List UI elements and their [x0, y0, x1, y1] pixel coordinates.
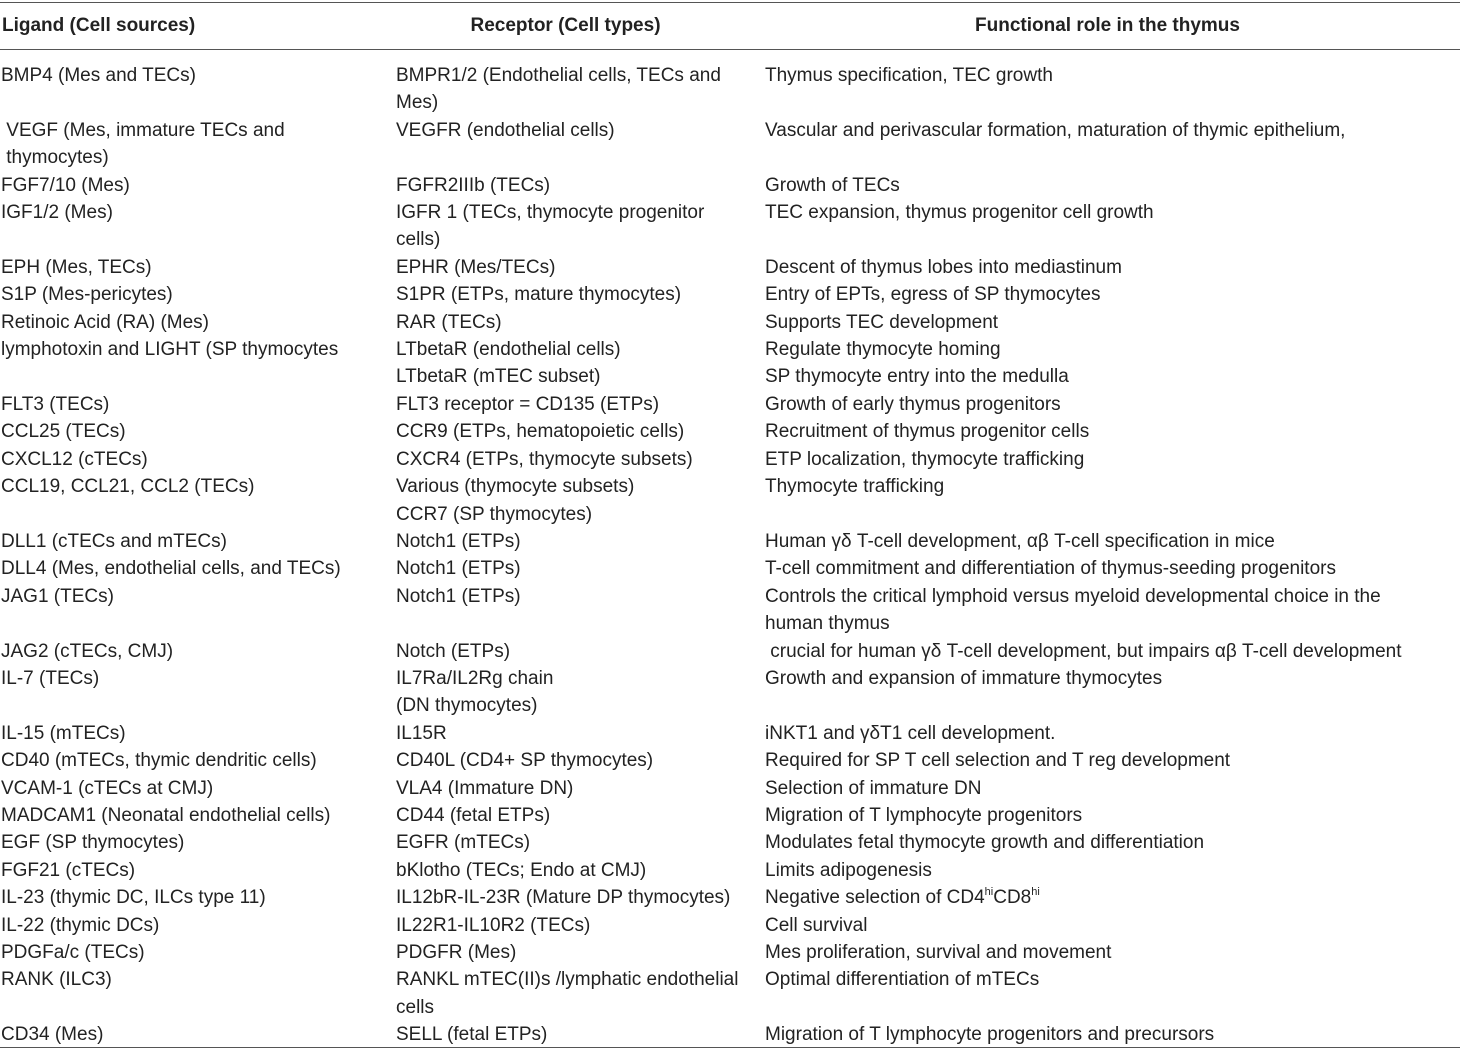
functional-role-cell: Migration of T lymphocyte progenitors [765, 804, 1083, 826]
ligand-cell: BMP4 (Mes and TECs) [1, 65, 196, 86]
ligand-cell: FGF21 (cTECs) [1, 859, 136, 881]
header-ligand: Ligand (Cell sources) [2, 15, 196, 37]
receptor-cell: EPHR (Mes/TECs) [396, 256, 556, 278]
table-row [0, 172, 1460, 199]
ligand-cell: CCL25 (TECs) [1, 421, 126, 443]
functional-role-cell [765, 884, 1460, 911]
receptor-cell: S1PR (ETPs, mature thymocytes) [396, 284, 682, 306]
receptor-cell: IL22R1-IL10R2 (TECs) [396, 914, 591, 936]
receptor-cell: PDGFR (Mes) [396, 942, 517, 963]
table-row [0, 829, 1460, 856]
ligand-cell: DLL4 (Mes, endothelial cells, and TECs) [1, 558, 341, 580]
table-row [0, 117, 1460, 172]
functional-role-cell: ETP localization, thymocyte trafficking [765, 448, 1085, 470]
functional-role-cell: Migration of T lymphocyte progenitors and precursors [765, 1024, 1215, 1046]
table-row [0, 52, 1460, 117]
ligand-cell: IL-7 (TECs) [1, 667, 100, 689]
table-row [0, 884, 1460, 911]
ligand-cell: IL-23 (thymic DC, ILCs type 11) [1, 887, 266, 909]
receptor-cell: FLT3 receptor = CD135 (ETPs) [396, 393, 660, 415]
functional-role-cell: T-cell commitment and differentiation of thymus-seeding progenitors [765, 558, 1336, 580]
ligand-cell: PDGFa/c (TECs) [1, 942, 145, 963]
table-row [0, 281, 1460, 308]
ligand-cell: IGF1/2 (Mes) [1, 202, 113, 224]
functional-role-cell: Cell survival [765, 914, 868, 936]
ligand-cell: JAG2 (cTECs, CMJ) [1, 640, 174, 662]
receptor-cell: RAR (TECs) [396, 311, 502, 333]
functional-role-cell: Growth and expansion of immature thymocytes [765, 667, 1163, 689]
ligand-cell: CD34 (Mes) [1, 1024, 104, 1046]
functional-role-text: Negative selection of CD4 [765, 887, 985, 909]
ligand-cell: lymphotoxin and LIGHT (SP thymocytes [1, 339, 339, 361]
table-row [0, 473, 1460, 528]
functional-role-text: CD8 [993, 887, 1032, 909]
table-row [0, 254, 1460, 281]
ligand-cell: FLT3 (TECs) [1, 393, 110, 415]
functional-role-cell: Regulate thymocyte homing SP thymocyte entry into the medulla [765, 339, 1069, 388]
receptor-cell: IGFR 1 (TECs, thymocyte progenitor cells) [396, 202, 705, 251]
functional-role-cell: Modulates fetal thymocyte growth and differentiation [765, 832, 1205, 854]
table-row [0, 966, 1460, 1021]
table-row [0, 857, 1460, 884]
table-row [0, 199, 1460, 254]
receptor-cell: LTbetaR (endothelial cells) LTbetaR (mTEC subset) [396, 339, 621, 388]
ligand-cell: CD40 (mTECs, thymic dendritic cells) [1, 750, 317, 772]
functional-role-cell: Supports TEC development [765, 311, 999, 333]
table-row [0, 555, 1460, 582]
functional-role-cell: TEC expansion, thymus progenitor cell growth [765, 202, 1154, 224]
functional-role-cell: Optimal differentiation of mTECs [765, 969, 1040, 991]
receptor-cell: CCR9 (ETPs, hematopoietic cells) [396, 421, 685, 443]
header-receptor: Receptor (Cell types) [470, 15, 661, 37]
ligand-cell: JAG1 (TECs) [1, 585, 114, 607]
receptor-cell: Notch1 (ETPs) [396, 530, 521, 552]
functional-role-cell: Thymus specification, TEC growth [765, 65, 1053, 86]
table-row [0, 912, 1460, 939]
functional-role-cell: crucial for human γδ T-cell development, but impairs αβ T-cell development [765, 640, 1402, 662]
table-body [0, 52, 1460, 1049]
receptor-cell: IL12bR-IL-23R (Mature DP thymocytes) [396, 887, 731, 909]
functional-role-cell: Recruitment of thymus progenitor cells [765, 421, 1090, 443]
superscript: hi [984, 886, 994, 899]
ligand-cell: Retinoic Acid (RA) (Mes) [1, 311, 209, 333]
functional-role-cell: Vascular and perivascular formation, maturation of thymic epithelium, [765, 119, 1346, 141]
functional-role-cell: Required for SP T cell selection and T reg development [765, 750, 1231, 772]
functional-role-cell: Mes proliferation, survival and movement [765, 942, 1112, 963]
table-row [0, 583, 1460, 638]
ligand-cell: MADCAM1 (Neonatal endothelial cells) [1, 804, 331, 826]
functional-role-cell: Descent of thymus lobes into mediastinum [765, 256, 1122, 278]
receptor-cell: EGFR (mTECs) [396, 832, 531, 854]
receptor-cell: IL15R [396, 722, 447, 744]
ligand-cell: IL-15 (mTECs) [1, 722, 126, 744]
ligand-cell: CXCL12 (cTECs) [1, 448, 148, 470]
functional-role-cell: Human γδ T-cell development, αβ T-cell specification in mice [765, 530, 1275, 552]
receptor-cell: Notch1 (ETPs) [396, 558, 521, 580]
receptor-cell: SELL (fetal ETPs) [396, 1024, 548, 1046]
ligand-cell: S1P (Mes-pericytes) [1, 284, 173, 306]
table-header [0, 0, 1460, 52]
ligand-cell: RANK (ILC3) [1, 969, 112, 991]
table-row [0, 391, 1460, 418]
receptor-cell: CD40L (CD4+ SP thymocytes) [396, 750, 654, 772]
ligand-cell: EGF (SP thymocytes) [1, 832, 185, 854]
functional-role-cell: iNKT1 and γδT1 cell development. [765, 722, 1056, 744]
table-row [0, 939, 1460, 966]
functional-role-cell: Entry of EPTs, egress of SP thymocytes [765, 284, 1101, 306]
receptor-cell: FGFR2IIIb (TECs) [396, 174, 551, 196]
functional-role-cell: Controls the critical lymphoid versus myeloid developmental choice in the human thymus [765, 585, 1381, 635]
ligand-cell: CCL19, CCL21, CCL2 (TECs) [1, 476, 255, 498]
ligand-cell: DLL1 (cTECs and mTECs) [1, 530, 227, 552]
table-row [0, 665, 1460, 720]
receptor-cell: IL7Ra/IL2Rg chain (DN thymocytes) [396, 667, 554, 717]
table-row [0, 775, 1460, 802]
receptor-cell: CD44 (fetal ETPs) [396, 804, 551, 826]
receptor-cell: Notch1 (ETPs) [396, 585, 521, 607]
table-row [0, 446, 1460, 473]
table-row [0, 418, 1460, 445]
table-row [0, 309, 1460, 336]
table-row [0, 638, 1460, 665]
ligand-cell: VCAM-1 (cTECs at CMJ) [1, 777, 214, 799]
receptor-cell: Notch (ETPs) [396, 640, 511, 662]
receptor-cell: RANKL mTEC(II)s /lymphatic endothelial cells [396, 969, 739, 1018]
receptor-cell: VEGFR (endothelial cells) [396, 119, 615, 141]
table-row [0, 720, 1460, 747]
receptor-cell: CXCR4 (ETPs, thymocyte subsets) [396, 448, 693, 470]
functional-role-cell: Growth of TECs [765, 174, 900, 196]
ligand-cell: VEGF (Mes, immature TECs and thymocytes) [6, 119, 285, 169]
functional-role-cell: Thymocyte trafficking [765, 476, 945, 498]
functional-role-cell: Growth of early thymus progenitors [765, 393, 1061, 415]
functional-role-cell: Limits adipogenesis [765, 859, 932, 881]
ligand-cell: IL-22 (thymic DCs) [1, 914, 160, 936]
ligand-cell: EPH (Mes, TECs) [1, 256, 152, 278]
header-functional-role: Functional role in the thymus [975, 15, 1240, 37]
ligand-cell: FGF7/10 (Mes) [1, 174, 130, 196]
table-row [0, 747, 1460, 774]
table-row [0, 336, 1460, 391]
table-row [0, 1021, 1460, 1048]
table-row [0, 528, 1460, 555]
receptor-cell: Various (thymocyte subsets) CCR7 (SP thymocytes) [396, 476, 635, 525]
receptor-cell: BMPR1/2 (Endothelial cells, TECs and Mes) [396, 65, 721, 114]
superscript: hi [1031, 886, 1040, 899]
receptor-cell: bKlotho (TECs; Endo at CMJ) [396, 859, 647, 881]
receptor-cell: VLA4 (Immature DN) [396, 777, 574, 799]
table-row [0, 802, 1460, 829]
functional-role-cell: Selection of immature DN [765, 777, 982, 799]
